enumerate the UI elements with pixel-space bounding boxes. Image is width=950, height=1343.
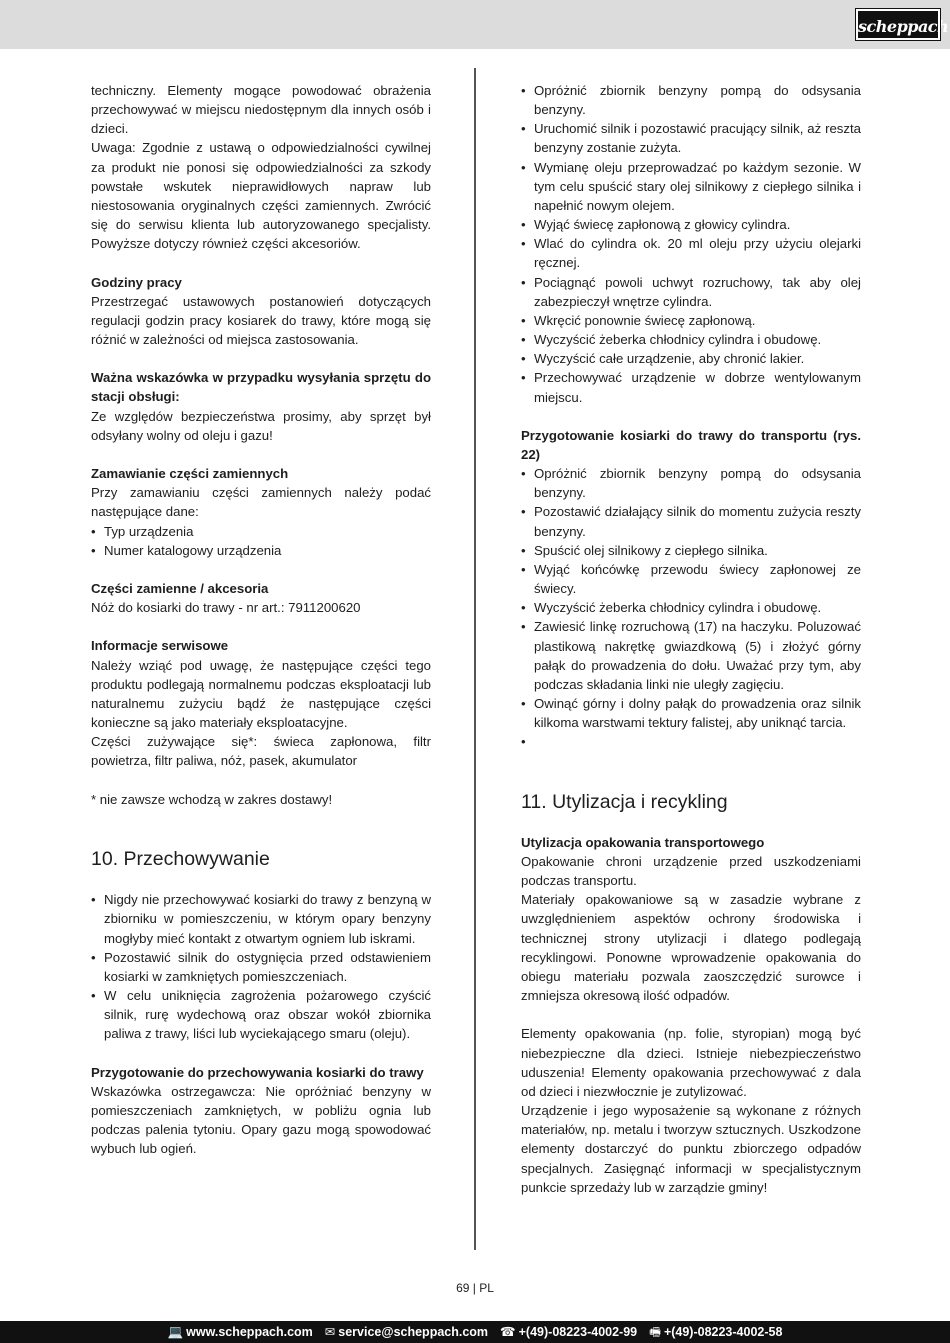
phone-icon: ☎ <box>500 1325 516 1339</box>
bullet-item <box>521 732 861 751</box>
bullet-item: • Wyczyścić żeberka chłodnicy cylindra i obudowę. <box>521 330 861 349</box>
paragraph: Wskazówka ostrzegawcza: Nie opróżniać benzyny w pomieszczeniach zamkniętych, w pobliżu ognia lub podczas palenia tytoniu. Opary gazu mogą spowodować wybuch lub ogień. <box>91 1083 431 1157</box>
bullet-item: • Pozostawić działający silnik do momentu zużycia reszty benzyny. <box>521 502 861 540</box>
bullet-item: • Pozostawić silnik do ostygnięcia przed odstawieniem kosiarki w zamkniętych pomieszczeniach. <box>91 948 431 986</box>
bullet-item: • Przechowywać urządzenie w dobrze wentylowanym miejscu. <box>521 368 861 406</box>
top-header-bar <box>0 0 950 49</box>
bullet-list <box>521 464 861 751</box>
paragraph: Materiały opakowaniowe są w zasadzie wybrane z uwzględnieniem aspektów ochrony środowiska i technicznej strony utylizacji i dlatego podlegają recyklingowi. Ponowne wprowadzenie opakowania do obiegu materiału pozwala zaoszczędzić surowce i zmniejsza okresową ilość odpadów. <box>521 892 861 1004</box>
paragraph: Przy zamawianiu części zamiennych należy podać następujące dane: <box>91 485 431 520</box>
bullet-item: • Wlać do cylindra ok. 20 ml oleju przy użyciu olejarki ręcznej. <box>521 234 861 272</box>
bullet-list <box>91 890 431 1043</box>
section-heading: Przygotowanie do przechowywania kosiarki do trawy <box>91 1064 424 1080</box>
bullet-item: • Opróżnić zbiornik benzyny pompą do odsysania benzyny. <box>521 81 861 119</box>
footer-contact-item <box>168 1325 313 1339</box>
bullet-item: • Uruchomić silnik i pozostawić pracujący silnik, aż reszta benzyny zostanie zużyta. <box>521 119 861 157</box>
paragraph: Przestrzegać ustawowych postanowień dotyczących regulacji godzin pracy kosiarek do trawy, które mogą się różnić w zależności od miejsca zastosowania. <box>91 293 431 348</box>
bullet-item: • Wkręcić ponownie świecę zapłonową. <box>521 311 861 330</box>
paragraph: Ze względów bezpieczeństwa prosimy, aby sprzęt był odsyłany wolny od oleju i gazu! <box>91 408 431 443</box>
spacer <box>521 751 861 770</box>
paragraph: Elementy opakowania (np. folie, styropian) mogą być niebezpieczne dla dzieci. Istnieje niebezpieczeństwo uduszenia! Elementy opakowania przechowywać z dala od dzieci i niezwłocznie je zutylizować. <box>521 1026 861 1099</box>
section-heading: Zamawianie części zamiennych <box>91 466 289 482</box>
spacer <box>91 1044 431 1063</box>
footer-contact-item <box>325 1325 488 1339</box>
bullet-item: • Wyczyścić żeberka chłodnicy cylindra i obudowę. <box>521 598 861 617</box>
bullet-item: • Wyjąć świecę zapłonową z głowicy cylindra. <box>521 215 861 234</box>
laptop-icon: 💻 <box>167 1325 184 1339</box>
bullet-list <box>91 522 431 560</box>
footer-contact-text: +(49)-08223-4002-58 <box>663 1325 783 1339</box>
spacer <box>91 871 431 890</box>
section-heading: Ważna wskazówka w przypadku wysyłania sprzętu do stacji obsługi: <box>91 370 431 405</box>
bullet-item: • Wyczyścić całe urządzenie, aby chronić lakier. <box>521 349 861 368</box>
chapter-title: 11. Utylizacja i recykling <box>521 790 728 813</box>
contact-footer <box>0 1321 950 1343</box>
bullet-item: • Wymianę oleju przeprowadzać po każdym sezonie. W tym celu spuścić stary olej silnikowy z ciepłego silnika i napełnić nowym olejem. <box>521 158 861 215</box>
spacer <box>521 1005 861 1024</box>
spacer <box>91 617 431 636</box>
spacer <box>91 560 431 579</box>
bullet-item: • Pociągnąć powoli uchwyt rozruchowy, tak aby olej zabezpieczył wnętrze cylindra. <box>521 273 861 311</box>
spacer <box>91 253 431 272</box>
bullet-item: • Zawiesić linkę rozruchową (17) na haczyku. Poluzować plastikową nakrętkę gwiazdkową (5) i złożyć górny pałąk do prowadzenia do dołu. Uważać przy tym, aby podczas składania linki nie uległy zagięciu. <box>521 617 861 694</box>
bullet-item: • Numer katalogowy urządzenia <box>91 541 431 560</box>
fax-icon: 🖷 <box>649 1325 661 1339</box>
footer-contact-text: +(49)-08223-4002-99 <box>518 1325 638 1339</box>
mail-icon: ✉ <box>324 1325 336 1339</box>
bullet-item: • Wyjąć końcówkę przewodu świecy zapłonowej ze świecy. <box>521 560 861 598</box>
paragraph: techniczny. Elementy mogące powodować obrażenia przechowywać w miejscu niedostępnym dla innych osób i dzieci. <box>91 83 431 137</box>
bullet-item: • Opróżnić zbiornik benzyny pompą do odsysania benzyny. <box>521 464 861 502</box>
spacer <box>91 445 431 464</box>
bullet-list <box>521 81 861 407</box>
left-column <box>91 81 431 1158</box>
spacer <box>91 349 431 368</box>
brand-logo: scheppach <box>856 9 940 40</box>
section-heading: Utylizacja opakowania transportowego <box>521 834 765 850</box>
section-heading: Przygotowanie kosiarki do trawy do transportu (rys. 22) <box>521 427 861 462</box>
bullet-item: • Spuścić olej silnikowy z ciepłego silnika. <box>521 541 861 560</box>
spacer <box>521 771 861 790</box>
bullet-item: • Nigdy nie przechowywać kosiarki do trawy z benzyną w zbiorniku w pomieszczeniu, w którym opary benzyny mogłyby mieć kontakt z otwartym ogniem lub iskrami. <box>91 890 431 947</box>
footer-contact-item <box>649 1325 782 1339</box>
spacer <box>521 407 861 426</box>
spacer <box>521 814 861 833</box>
chapter-title: 10. Przechowywanie <box>91 848 270 871</box>
column-divider <box>474 68 476 1250</box>
section-heading: Informacje serwisowe <box>91 638 229 654</box>
footer-contact-item <box>500 1325 637 1339</box>
bullet-item: • Owinąć górny i dolny pałąk do prowadzenia oraz silnik kilkoma warstwami tektury falistej, aby uniknąć tarcia. <box>521 694 861 732</box>
paragraph: Należy wziąć pod uwagę, że następujące części tego produktu podlegają normalnemu podczas eksploatacji lub naturalnemu zużyciu bądź że następujące części konieczne są jako materiały eksploatacyjne. <box>91 657 431 731</box>
bullet-item: • Typ urządzenia <box>91 522 431 541</box>
paragraph: Opakowanie chroni urządzenie przed uszkodzeniami podczas transportu. <box>521 854 861 889</box>
paragraph: Nóż do kosiarki do trawy - nr art.: 7911200620 <box>91 600 361 616</box>
paragraph: Uwaga: Zgodnie z ustawą o odpowiedzialności cywilnej za produkt nie ponosi się odpowiedzialności za szkody powstałe wskutek nieprawidłowych napraw lub niestosowania oryginalnych części zamiennych. Zwrócić się do serwisu klienta lub autoryzowanego specjalisty. Powyższe dotyczy również części akcesoriów. <box>91 140 431 252</box>
paragraph: Urządzenie i jego wyposażenie są wykonane z różnych materiałów, np. metalu i tworzyw sztucznych. Uszkodzone elementy dostarczyć do punktu zbiorczego odpadów specjalnych. Zasięgnąć informacji w specjalistycznym punkcie sprzedaży lub w zarządzie gminy! <box>521 1103 861 1195</box>
footer-contact-text: service@scheppach.com <box>338 1325 489 1339</box>
spacer <box>91 809 431 828</box>
paragraph: * nie zawsze wchodzą w zakres dostawy! <box>91 791 333 807</box>
bullet-item: • W celu uniknięcia zagrożenia pożarowego czyścić silnik, rurę wydechową oraz obszar wokół zbiornika paliwa z trawy, liści lub wyciekającego smaru (oleju). <box>91 986 431 1043</box>
paragraph: Części zużywające się*: świeca zapłonowa, filtr powietrza, filtr paliwa, nóż, pasek, akumulator <box>91 734 431 769</box>
page-number: 69 | PL <box>456 1281 494 1295</box>
section-heading: Godziny pracy <box>91 274 182 290</box>
right-column <box>521 81 861 1197</box>
footer-contact-text: www.scheppach.com <box>186 1325 313 1339</box>
spacer <box>91 771 431 790</box>
section-heading: Części zamienne / akcesoria <box>91 581 269 596</box>
spacer <box>91 828 431 847</box>
